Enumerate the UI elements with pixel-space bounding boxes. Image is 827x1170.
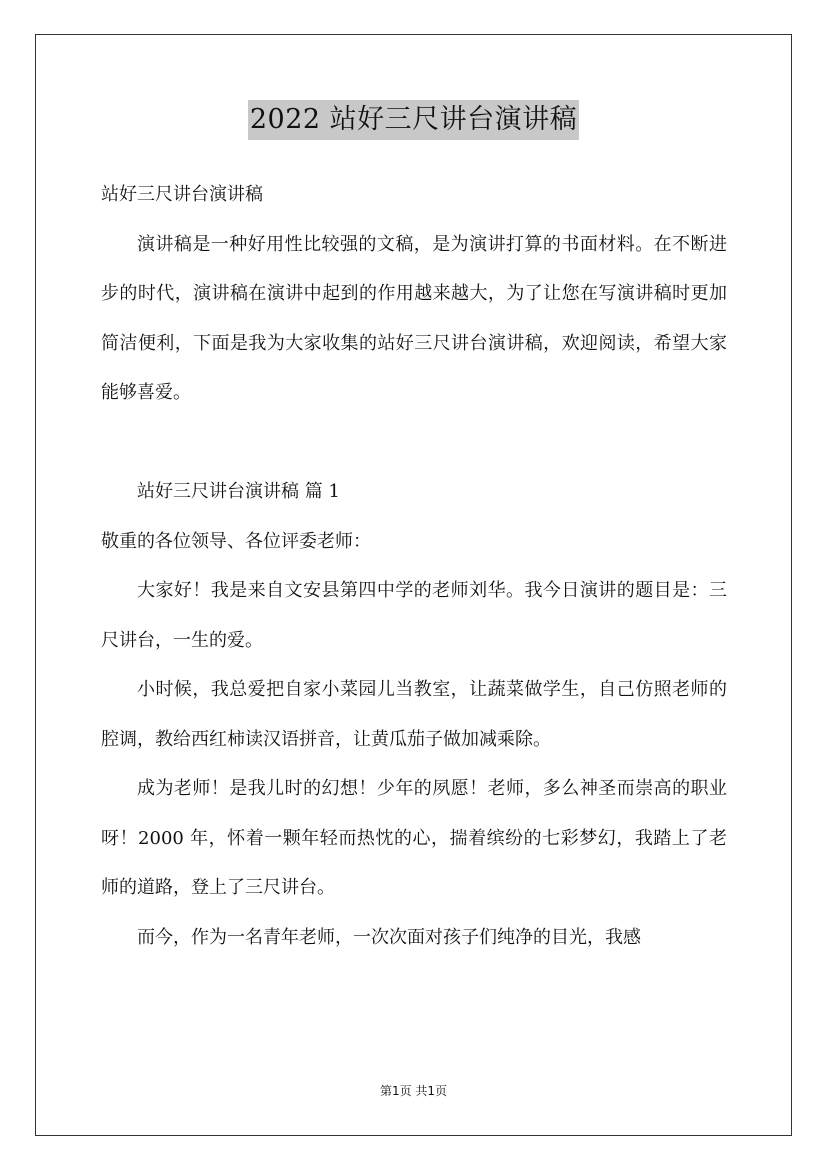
- document-body: [101, 170, 727, 962]
- body-paragraph-2: 小时候，我总爱把自家小菜园儿当教室，让蔬菜做学生，自己仿照老师的腔调，教给西红柿读汉语拼音，让黄瓜茄子做加减乘除。: [101, 679, 727, 750]
- body-paragraph-4: 而今，作为一名青年老师，一次次面对孩子们纯净的目光，我感: [137, 926, 641, 948]
- subtitle: 站好三尺讲台演讲稿: [101, 184, 263, 205]
- body-paragraph-3: 成为老师！是我儿时的幻想！少年的夙愿！老师，多么神圣而崇高的职业呀！2000 年，怀着一颗年轻而热忱的心，揣着缤纷的七彩梦幻，我踏上了老师的道路，登上了三尺讲台。: [101, 778, 727, 898]
- intro-paragraph: 演讲稿是一种好用性比较强的文稿，是为演讲打算的书面材料。在不断进步的时代，演讲稿在演讲中起到的作用越来越大，为了让您在写演讲稿时更加简洁便利，下面是我为大家收集的站好三尺讲台演讲稿，欢迎阅读，希望大家能够喜爱。: [101, 233, 727, 403]
- body-paragraph-1: 大家好！我是来自文安县第四中学的老师刘华。我今日演讲的题目是：三尺讲台，一生的爱。: [101, 580, 727, 651]
- section-heading: 站好三尺讲台演讲稿 篇 1: [137, 481, 340, 502]
- document-title: 2022 站好三尺讲台演讲稿: [248, 100, 579, 140]
- salutation: 敬重的各位领导、各位评委老师：: [101, 530, 371, 552]
- page-number: 第1页 共1页: [379, 1084, 448, 1098]
- page-footer: [0, 1083, 827, 1099]
- title-wrapper: [0, 100, 827, 140]
- blank-line: [101, 418, 727, 468]
